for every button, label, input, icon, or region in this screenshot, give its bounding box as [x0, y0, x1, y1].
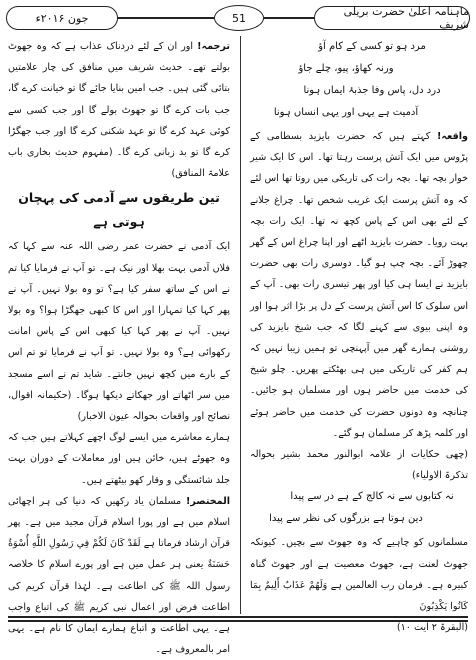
footer-rule [8, 616, 468, 618]
waqia-text: کہتے ہیں کہ حضرت بایزید بسطامی کے پڑوس میں ایک آتش پرست رہتا تھا۔ اس کا ایک شیر خوار بچہ تھا۔ بچہ رات کی تاریکی میں روتا تھا اس لئے کہ وہ آتش پرست ایک غریب شخص تھا۔ چراغ جلانے کے لئے بھی اس کے پاس کچھ نہ تھا۔ ایک رات بچہ بہت رویا۔ حضرت بایزید اٹھے اور اپنا چراغ اس کے گھر چھوڑ آئے۔ بچہ چپ ہو گیا۔ دوسری رات بھی حضرت بایزید نے ایسا ہی کیا اور پھر تیسری رات بھی۔ آپ کے اس سلوک کا اس آتش پرست کے دل پر بڑا اثر ہوا اور وہ اپنی بیوی سے کہنے لگا کہ جب شیخ بایزید کی روشنی ہمارے گھر میں آپہنچی تو ہمیں زیبا نہیں کہ ہم کفر کی تاریکی میں ہی بھٹکتے پھریں۔ چلو شیخ کی خدمت میں حاضر ہوں اور مسلمان ہو جائیں۔ چنانچہ وہ دونوں حضرت کی خدمت میں حاضر ہوئے اور کلمہ پڑھ کر مسلمان ہو گئے۔ [250, 131, 468, 439]
poem [250, 36, 468, 124]
poem-line: مرد ہو تو کسی کے کام آؤ [318, 41, 426, 52]
couplet-line: دین ہوتا ہے بزرگوں کی نظر سے پیدا [269, 513, 423, 525]
mukhtasar-text: مسلمان یاد رکھیں کہ دنیا کی ہر اچھائی اسلام میں ہے اور پورا اسلام قرآن مجید میں ہے۔ پھر قرآن ارشاد فرماتا ہے [8, 495, 230, 550]
couplet-line: نہ کتابوں سے نہ کالج کے ہے در سے پیدا [290, 491, 454, 503]
section-heading: تین طریقوں سے آدمی کی پہچان ہوتی ہے [18, 190, 220, 230]
section-source: (حکیمانہ اقوال، نصائح اور واقعات بحوالہ عیون الاخبار) [8, 389, 230, 423]
left-column [8, 36, 230, 660]
mukhtasar-label: المختصر! [186, 495, 230, 507]
mukhtasar-paragraph [8, 491, 230, 660]
poem-line: درد دل، پاس وفا جذبۂ ایماں ہونا [303, 85, 441, 96]
magazine-title: ماہنامہ اعلیٰ حضرت بریلی شریف [314, 6, 470, 30]
tarjuma-paragraph [8, 36, 230, 184]
closing-text: مسلمانوں کو چاہیے کہ وہ جھوٹ سے بچیں۔ کیونکہ جھوٹ لعنت ہے، جھوٹ معصیت ہے اور جھوٹ گناہ کبیرہ ہے۔ فرمان رب العالمین ہے [250, 537, 468, 591]
tarjuma-text: اور ان کے لئے دردناک عذاب ہے کہ وہ جھوٹ بولتے تھے۔ حدیث شریف میں منافق کی چار علامتیں بتائی گئی ہیں۔ جب امین بنایا جائے گا تو خیانت کرے گا، جب بات کرے گا تو جھوٹ بولے گا اور جب کسی سے کوئی عہد کرے گا تو عہد شکنی کرے گا اور جب جھگڑا کرے گا تو بد زبانی کرے گا۔ [8, 41, 230, 159]
mukhtasar-arabic: لَقَدْ كَانَ لَكُمْ فِي رَسُولِ اللَّهِ أُسْوَةٌ حَسَنَةٌ [8, 538, 230, 571]
column-divider [240, 36, 241, 614]
header-rule-right [264, 17, 314, 19]
page-number: 51 [214, 5, 264, 31]
verse-reference: (البقرۃ ۲ آیت ۱۰) [396, 622, 468, 634]
waqia-paragraph [250, 126, 468, 444]
waqia-source: (چھی حکایات از علامہ ابوالنور محمد بشیر بحوالہ تذکرۃ الاولیاء) [250, 449, 468, 482]
header-rule-left [118, 17, 214, 19]
page-header [6, 6, 470, 32]
society-paragraph: ہمارے معاشرے میں ایسے لوگ اچھے کہلاتے ہیں جب کہ وہ جھوٹے ہیں، خائن ہیں اور معاملات کے دوران بہت جلد شائستگی و وقار کھو بیٹھتے ہیں۔ [8, 432, 230, 486]
section-text: ایک آدمی نے حضرت عمر رضی اللہ عنہ سے کہا کہ فلاں آدمی بہت بھلا اور نیک ہے۔ تو آپ نے فرمایا کیا تم نے اس کے ساتھ سفر کیا ہے؟ تو وہ بولا نہیں۔ آپ نے پھر کہا کیا تمہارا اور اس کا کبھی جھگڑا ہوا؟ وہ بولا نہیں۔ آپ نے پھر کہا کیا کبھی اس کے پاس امانت رکھوائی ہے؟ وہ بولا نہیں۔ تو آپ نے فرمایا تو تم اس کے بارے میں کچھ نہیں جانتے۔ شاید تم نے اسے مسجد میں سر اٹھاتے اور جھکاتے دیکھا ہوگا۔ [8, 241, 230, 401]
tarjuma-source: (مفہوم حدیث بخاری باب علامۃ المنافق) [8, 147, 230, 180]
mukhtasar-tail: یعنی ہر عمل میں ہے اور پورے اسلام کا خلاصہ رسول اللہ ﷺ کی اطاعت ہے۔ لہٰذا قرآن کریم کی اطاعت فرض اور اعمال نبی کریم ﷺ کی اتباع واجب ہے۔ یہی اطاعت و اتباع ہمارے ایمان کا نام ہے۔ یہی امر بالمعروف ہے۔ [8, 559, 230, 656]
waqia-label: واقعہ! [437, 131, 468, 142]
closing-paragraph [250, 532, 468, 617]
poem-line: آدمیت ہے یہی اور یہی انساں ہونا [273, 107, 419, 118]
section-paragraph [8, 236, 230, 427]
couplet [250, 486, 468, 530]
right-column [250, 36, 468, 638]
tarjuma-label: ترجمہ! [197, 41, 230, 52]
issue-date: جون ۲۰۱۶ء [6, 6, 118, 30]
footer-rule-double [8, 620, 468, 622]
arabic-verse: وَلَهُمْ عَذَابٌ أَلِيمٌ بِمَا كَانُوا يَكْذِبُونَ [250, 579, 468, 613]
poem-line: ورنہ کھاؤ، پیو، چلے جاؤ [298, 63, 394, 74]
